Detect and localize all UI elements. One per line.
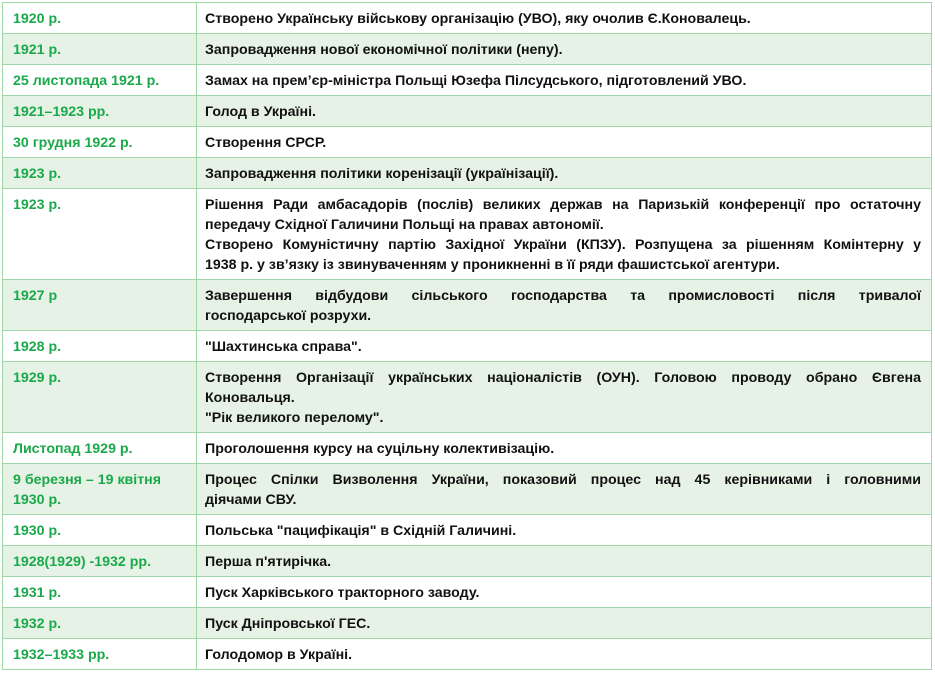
date-cell: 1930 р.	[3, 515, 197, 546]
date-cell: 1921–1923 рр.	[3, 96, 197, 127]
event-cell	[197, 331, 932, 362]
event-text-line: передачу Східної Галичини Польщі на правах автономії.	[205, 217, 604, 233]
table-row	[3, 331, 932, 362]
table-row	[3, 189, 932, 280]
event-text-line: Рішення Ради амбасадорів (послів) великих держав на Паризькій конференції про остаточну	[205, 197, 921, 213]
date-cell: 1929 р.	[3, 362, 197, 433]
event-text-line: господарської розрухи.	[205, 308, 372, 324]
table-row	[3, 127, 932, 158]
event-text-line: 1938 р. у зв’язку із звинуваченням у проникненні в її ряди фашистської агентури.	[205, 257, 780, 273]
event-text-line: Запровадження нової економічної політики (непу).	[205, 42, 563, 58]
date-cell: 30 грудня 1922 р.	[3, 127, 197, 158]
event-text-line: Голод в Україні.	[205, 104, 316, 120]
date-cell: 1923 р.	[3, 158, 197, 189]
table-row	[3, 158, 932, 189]
event-text-line: Голодомор в Україні.	[205, 647, 353, 663]
date-cell: 1932 р.	[3, 608, 197, 639]
event-cell	[197, 546, 932, 577]
event-text-line: Завершення відбудови сільського господарства та промисловості після тривалої	[205, 288, 921, 304]
date-cell: 1928 р.	[3, 331, 197, 362]
date-cell: 1921 р.	[3, 34, 197, 65]
event-cell	[197, 464, 932, 515]
date-cell: 1927 р	[3, 280, 197, 331]
event-text-line: Процес Спілки Визволення України, показовий процес над 45 керівниками і головними	[205, 472, 921, 488]
timeline-table	[2, 2, 932, 670]
table-row	[3, 608, 932, 639]
event-text-line: "Рік великого перелому".	[205, 410, 384, 426]
date-cell: Листопад 1929 р.	[3, 433, 197, 464]
event-cell	[197, 362, 932, 433]
event-text-line: Створено Українську військову організацію (УВО), яку очолив Є.Коновалець.	[205, 11, 751, 27]
event-cell	[197, 34, 932, 65]
table-row	[3, 362, 932, 433]
event-text-line: Пуск Дніпровської ГЕС.	[205, 616, 371, 632]
event-text-line: Коновальця.	[205, 390, 295, 406]
event-text-line: Створення Організації українських націоналістів (ОУН). Головою проводу обрано Євгена	[205, 370, 921, 386]
event-cell	[197, 3, 932, 34]
event-text-line: Запровадження політики коренізації (українізації).	[205, 166, 559, 182]
table-row	[3, 280, 932, 331]
event-cell	[197, 127, 932, 158]
table-row	[3, 577, 932, 608]
table-row	[3, 433, 932, 464]
event-cell	[197, 608, 932, 639]
table-row	[3, 639, 932, 670]
event-cell	[197, 433, 932, 464]
event-cell	[197, 280, 932, 331]
table-row	[3, 464, 932, 515]
event-cell	[197, 577, 932, 608]
date-cell: 1923 р.	[3, 189, 197, 280]
event-cell	[197, 65, 932, 96]
event-text-line: діячами СВУ.	[205, 492, 297, 508]
event-text-line: Проголошення курсу на суцільну колективізацію.	[205, 441, 555, 457]
event-text-line: Пуск Харківського тракторного заводу.	[205, 585, 480, 601]
event-cell	[197, 639, 932, 670]
event-cell	[197, 189, 932, 280]
table-row	[3, 546, 932, 577]
date-cell: 1931 р.	[3, 577, 197, 608]
event-text-line: "Шахтинська справа".	[205, 339, 362, 355]
date-cell: 1920 р.	[3, 3, 197, 34]
event-cell	[197, 515, 932, 546]
date-cell: 9 березня – 19 квітня 1930 р.	[3, 464, 197, 515]
event-cell	[197, 96, 932, 127]
date-cell: 1928(1929) -1932 рр.	[3, 546, 197, 577]
event-text-line: Польська "пацифікація" в Східній Галичині.	[205, 523, 517, 539]
date-cell: 25 листопада 1921 р.	[3, 65, 197, 96]
date-cell: 1932–1933 рр.	[3, 639, 197, 670]
table-row	[3, 3, 932, 34]
event-text-line: Замах на прем’єр-міністра Польщі Юзефа Пілсудського, підготовлений УВО.	[205, 73, 747, 89]
event-text-line: Створено Комуністичну партію Західної України (КПЗУ). Розпущена за рішенням Комінтерну у	[205, 237, 921, 253]
timeline-body	[3, 3, 932, 670]
table-row	[3, 515, 932, 546]
event-text-line: Створення СРСР.	[205, 135, 327, 151]
table-row	[3, 96, 932, 127]
table-row	[3, 34, 932, 65]
table-row	[3, 65, 932, 96]
event-cell	[197, 158, 932, 189]
event-text-line: Перша п'ятирічка.	[205, 554, 332, 570]
